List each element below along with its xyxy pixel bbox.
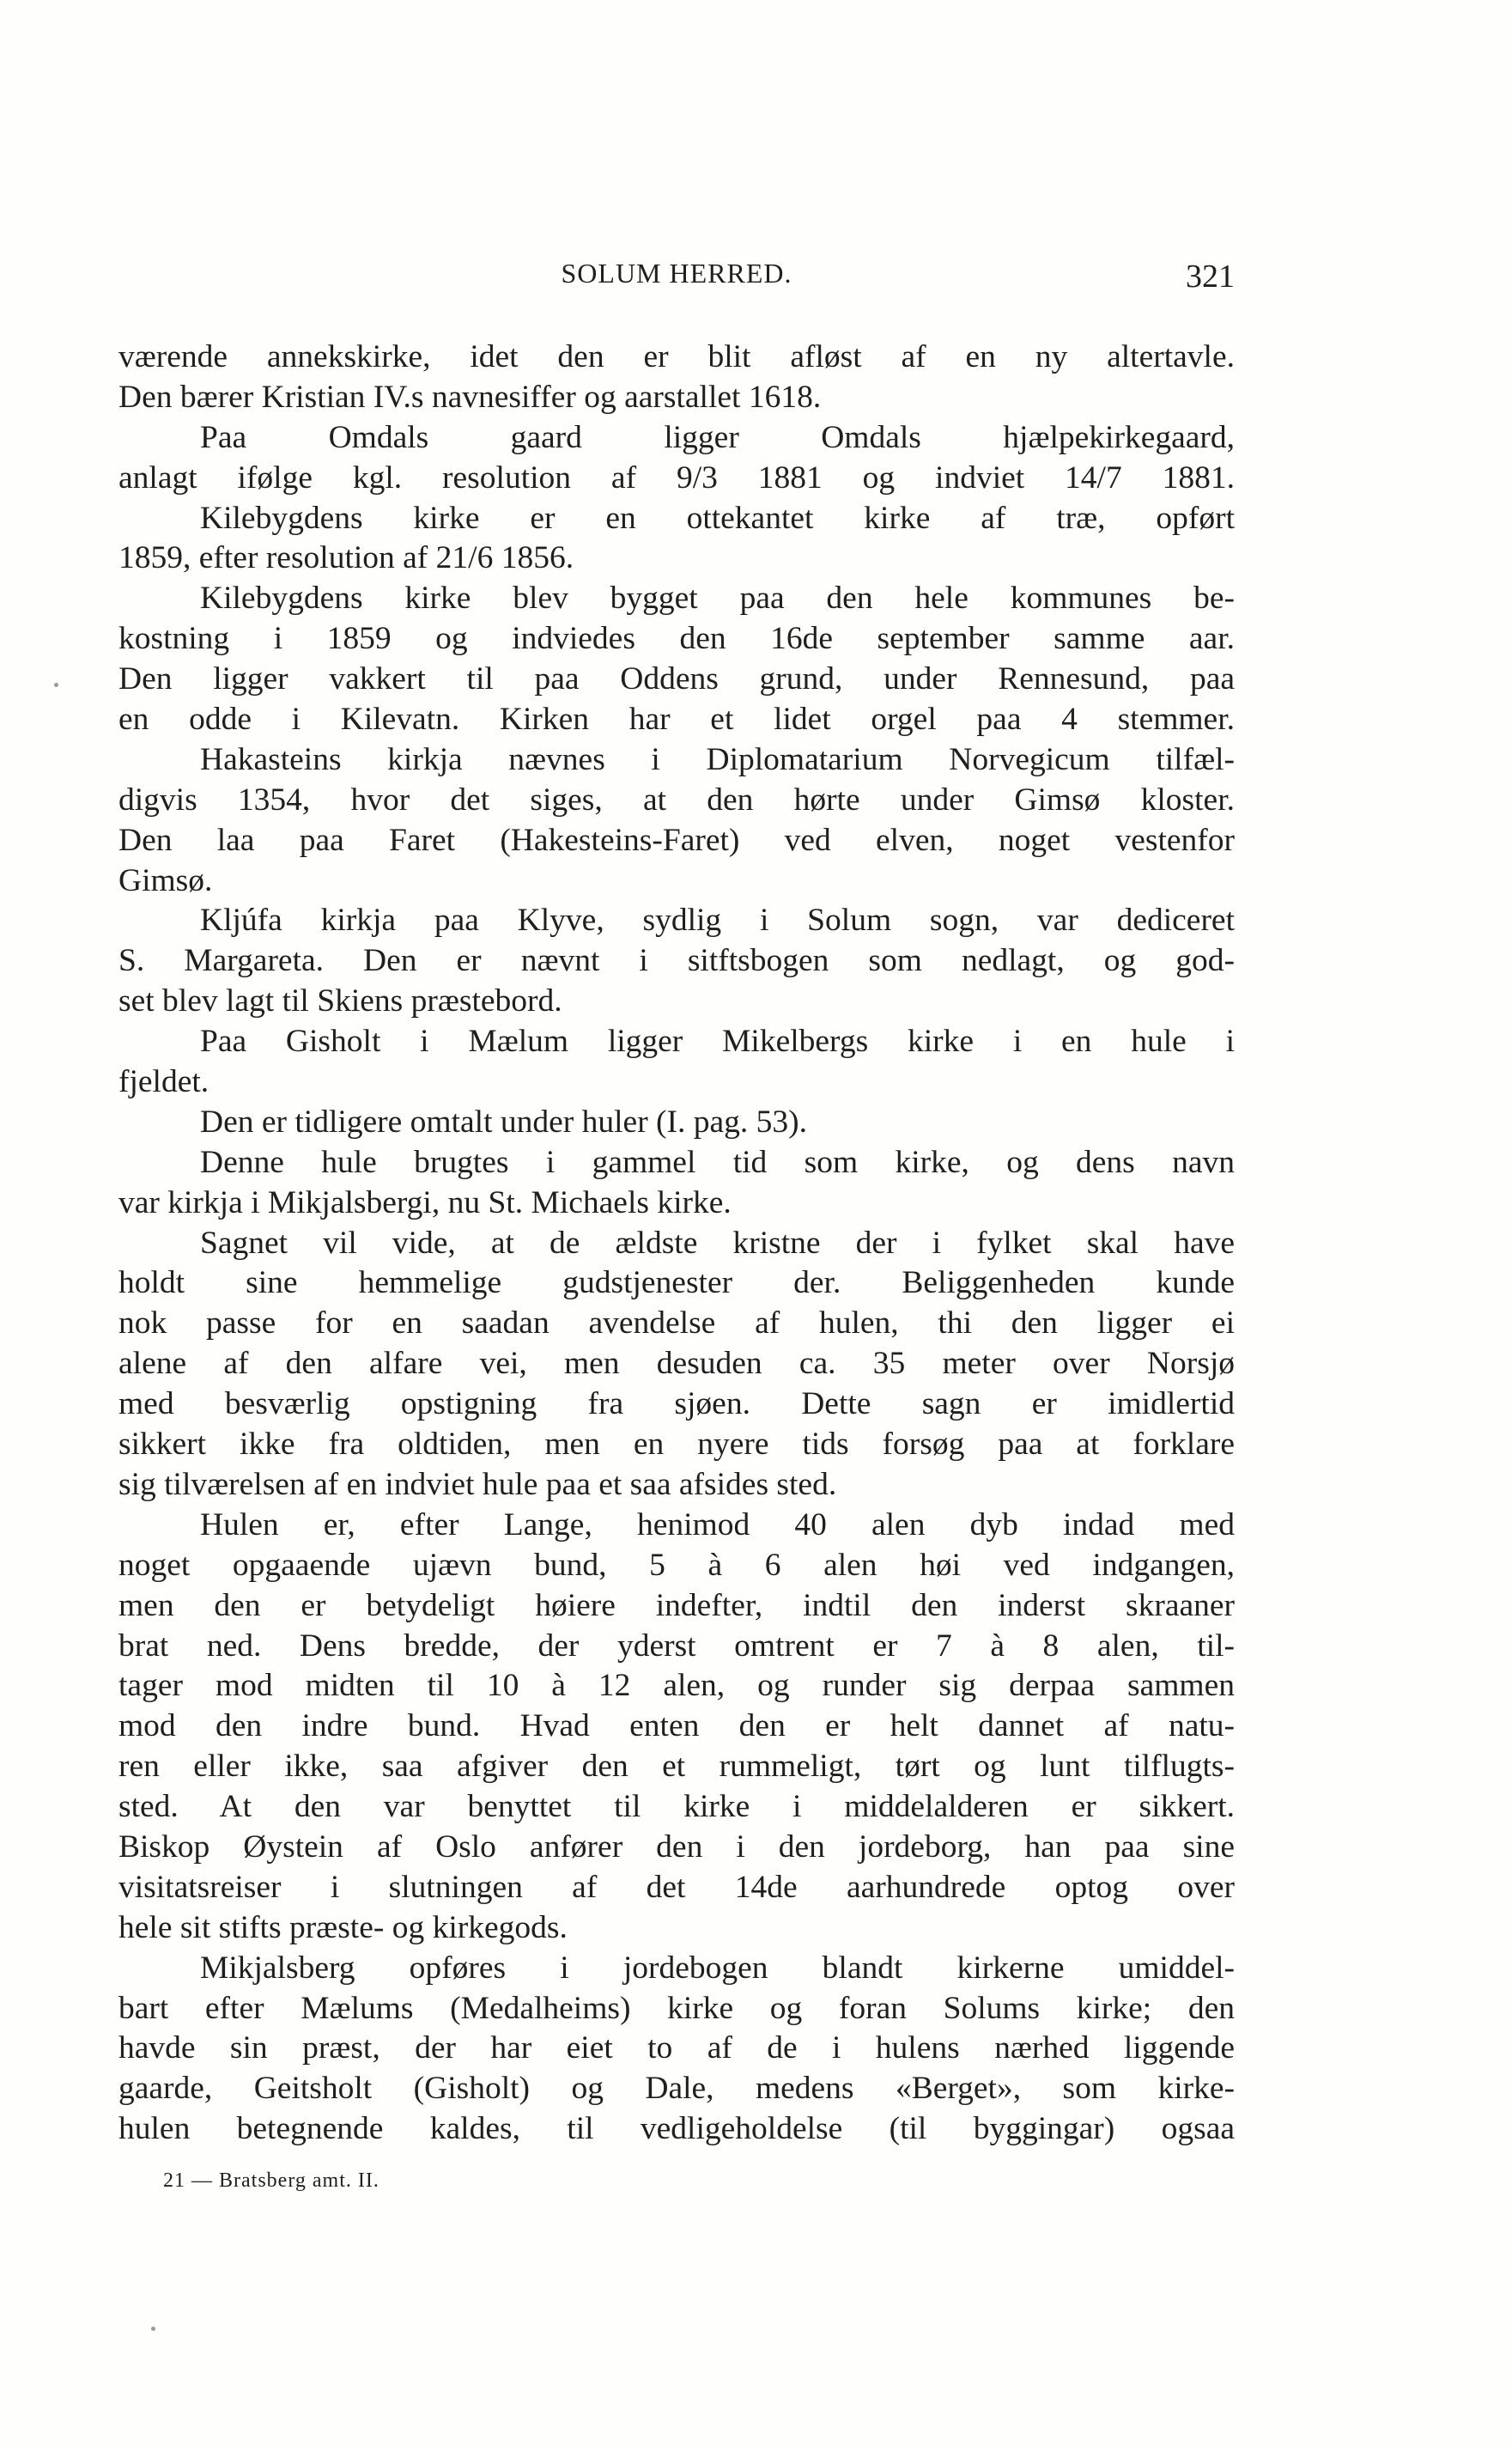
text-line: digvis 1354, hvor det siges, at den hørte under Gimsø kloster. (118, 782, 1235, 818)
text-line: Kilebygdens kirke er en ottekantet kirke af træ, opført (200, 500, 1235, 536)
running-head: SOLUM HERRED. (561, 258, 792, 289)
text-line: men den er betydeligt høiere indefter, indtil den inderst skraaner (118, 1587, 1235, 1623)
printer-signature: 21 — Bratsberg amt. II. (163, 2169, 380, 2192)
text-line: Denne hule brugtes i gammel tid som kirke, og dens navn (200, 1144, 1235, 1180)
text-line: kostning i 1859 og indviedes den 16de september samme aar. (118, 621, 1235, 657)
text-line: Kljúfa kirkja paa Klyve, sydlig i Solum sogn, var dediceret (200, 903, 1235, 939)
text-line: Paa Omdals gaard ligger Omdals hjælpekirkegaard, (200, 419, 1235, 455)
text-line: Hakasteins kirkja nævnes i Diplomatarium Norvegicum tilfæl- (200, 741, 1235, 777)
text-line: mod den indre bund. Hvad enten den er helt dannet af natu- (118, 1708, 1235, 1744)
text-line: brat ned. Dens bredde, der yderst omtrent er 7 à 8 alen, til- (118, 1628, 1235, 1664)
text-line: Gimsø. (118, 862, 213, 898)
text-line: Den er tidligere omtalt under huler (I. pag. 53). (200, 1104, 808, 1140)
text-line: visitatsreiser i slutningen af det 14de aarhundrede optog over (118, 1869, 1235, 1905)
text-line: hele sit stifts præste- og kirkegods. (118, 1909, 568, 1945)
text-line: gaarde, Geitsholt (Gisholt) og Dale, medens «Berget», som kirke- (118, 2071, 1235, 2107)
text-line: Sagnet vil vide, at de ældste kristne der i fylket skal have (200, 1225, 1235, 1261)
text-line: var kirkja i Mikjalsbergi, nu St. Michaels kirke. (118, 1184, 732, 1220)
text-line: tager mod midten til 10 à 12 alen, og runder sig derpaa sammen (118, 1668, 1235, 1704)
text-line: 1859, efter resolution af 21/6 1856. (118, 540, 574, 576)
text-line: Hulen er, efter Lange, henimod 40 alen dyb indad med (200, 1506, 1235, 1542)
text-line: sikkert ikke fra oldtiden, men en nyere tids forsøg paa at forklare (118, 1427, 1235, 1463)
text-line: fjeldet. (118, 1064, 209, 1100)
text-line: Den laa paa Faret (Hakesteins-Faret) ved elven, noget vestenfor (118, 822, 1235, 858)
paper-speck (151, 2327, 155, 2331)
text-line: værende annekskirke, idet den er blit afløst af en ny altertavle. (118, 339, 1235, 374)
text-line: Biskop Øystein af Oslo anfører den i den jordeborg, han paa sine (118, 1828, 1235, 1865)
text-line: hulen betegnende kaldes, til vedligeholdelse (til byggingar) ogsaa (118, 2111, 1235, 2147)
text-line: sted. At den var benyttet til kirke i middelalderen er sikkert. (118, 1789, 1235, 1825)
text-line: holdt sine hemmelige gudstjenester der. Beliggenheden kunde (118, 1265, 1235, 1301)
text-line: set blev lagt til Skiens præstebord. (118, 983, 562, 1019)
body-text (118, 338, 1235, 2150)
text-line: bart efter Mælums (Medalheims) kirke og foran Solums kirke; den (118, 1990, 1235, 2026)
text-line: Kilebygdens kirke blev bygget paa den hele kommunes be- (200, 581, 1235, 617)
text-line: Mikjalsberg opføres i jordebogen blandt kirkerne umiddel- (200, 1950, 1235, 1986)
text-line: nok passe for en saadan avendelse af hulen, thi den ligger ei (118, 1305, 1235, 1342)
page-header (118, 258, 1235, 301)
text-line: en odde i Kilevatn. Kirken har et lidet orgel paa 4 stemmer. (118, 702, 1235, 738)
text-line: sig tilværelsen af en indviet hule paa et saa afsides sted. (118, 1466, 837, 1502)
text-line: Den ligger vakkert til paa Oddens grund, under Rennesund, paa (118, 661, 1235, 697)
page-number: 321 (1186, 259, 1235, 295)
text-line: Paa Gisholt i Mælum ligger Mikelbergs kirke i en hule i (200, 1024, 1235, 1060)
paper-speck (54, 683, 58, 687)
text-line: med besværlig opstigning fra sjøen. Dette sagn er imidlertid (118, 1386, 1235, 1422)
text-line: ren eller ikke, saa afgiver den et rummeligt, tørt og lunt tilflugts- (118, 1749, 1235, 1785)
text-line: havde sin præst, der har eiet to af de i hulens nærhed liggende (118, 2030, 1235, 2066)
text-line: S. Margareta. Den er nævnt i sitftsbogen som nedlagt, og god- (118, 943, 1235, 979)
text-line: alene af den alfare vei, men desuden ca. 35 meter over Norsjø (118, 1346, 1235, 1382)
text-line: noget opgaaende ujævn bund, 5 à 6 alen høi ved indgangen, (118, 1547, 1235, 1583)
text-line: anlagt ifølge kgl. resolution af 9/3 1881 og indviet 14/7 1881. (118, 459, 1235, 496)
text-line: Den bærer Kristian IV.s navnesiffer og aarstallet 1618. (118, 379, 822, 415)
